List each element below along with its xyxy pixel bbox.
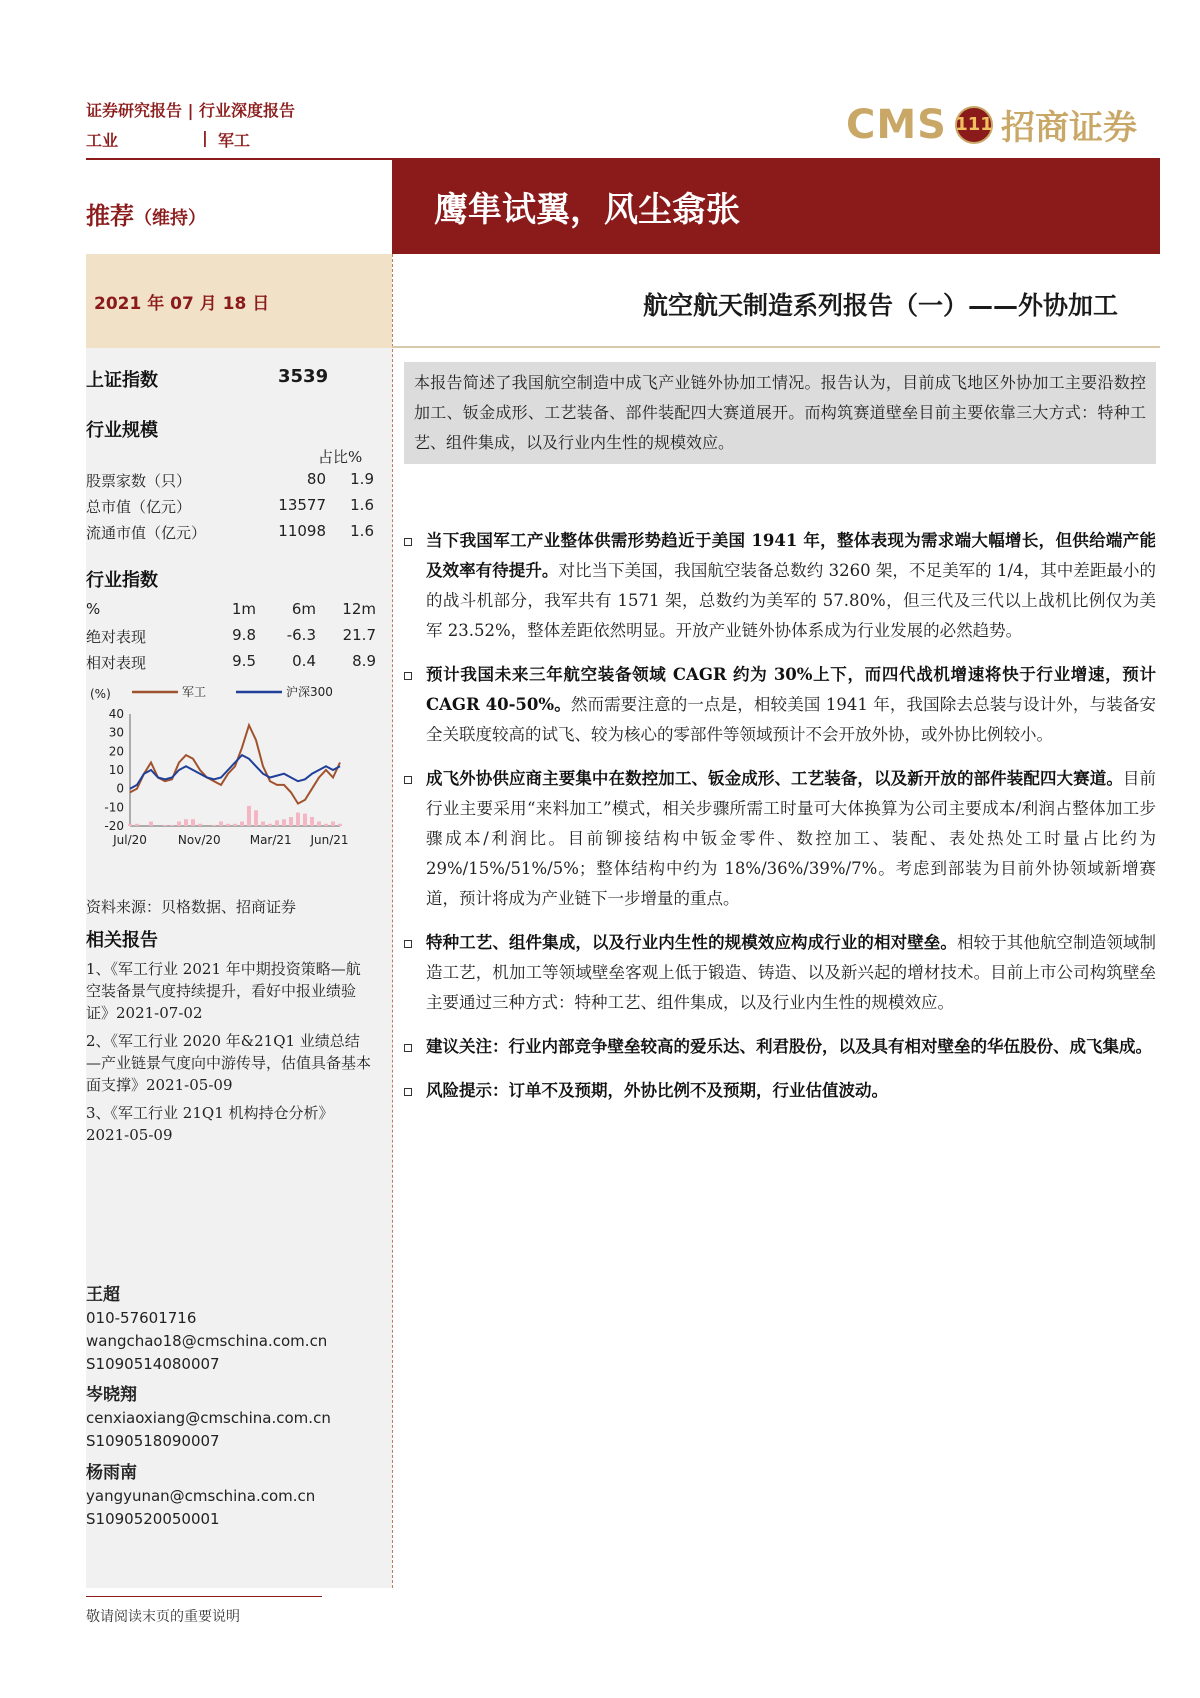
related-list <box>86 958 374 1146</box>
related-item[interactable]: 1、《军工行业 2021 年中期投资策略—航空装备景气度持续提升，看好中报业绩验证》2021-07-02 <box>86 960 361 1022</box>
bullet-body: 对比当下美国，我国航空装备总数约 3260 架，不足美军的 1/4，其中差距最小的的战斗机部分，我军共有 1571 架，总数约为美军的 57.80%，但三代及三代以上战机比例仅为美军 23.52%，整体差距依然明显。开放产业链外协体系成为行业发展的必然趋势。 <box>426 561 1157 640</box>
chart-x-tick: Mar/21 <box>249 833 292 847</box>
chart-y-tick: 0 <box>116 781 124 796</box>
index-value: 3539 <box>278 366 329 387</box>
perf-row <box>86 626 376 652</box>
chart-x-tick: Jul/20 <box>113 833 147 847</box>
bullet-body: 然而需要注意的一点是，相较美国 1941 年，我国除去总装与设计外，与装备安全关联度较高的试飞、较为核心的零部件等领域预计不会开放外协，或外协比例较小。 <box>426 695 1156 744</box>
chart-diff-bar <box>184 819 188 826</box>
subtitle-rule <box>392 346 1160 348</box>
industry-label: 工业 <box>86 131 119 150</box>
rating <box>86 196 206 231</box>
analyst-phone: 010-57601716 <box>86 1309 197 1327</box>
perf-header-unit: % <box>86 600 101 618</box>
perf-header-12m: 12m <box>342 600 376 618</box>
chart-diff-bar <box>219 822 223 826</box>
chart-diff-bar <box>268 824 272 826</box>
legend-label-0: 军工 <box>182 685 207 699</box>
chart-y-tick: -20 <box>104 819 124 833</box>
perf-table <box>86 600 376 678</box>
perf-row-12m: 8.9 <box>352 652 376 670</box>
chart-diff-bar <box>303 814 307 826</box>
chart-yticks <box>104 707 124 833</box>
related-item[interactable]: 3、《军工行业 21Q1 机构持仓分析》2021-05-09 <box>86 1104 334 1144</box>
rating-label: 推荐 <box>86 201 134 230</box>
chart-diff-bar <box>177 822 181 826</box>
analyst-email[interactable]: wangchao18@cmschina.com.cn <box>86 1332 328 1350</box>
bullet-item <box>404 526 1156 646</box>
chart-diff-bar <box>198 824 202 826</box>
scale-row-value: 11098 <box>278 522 326 540</box>
scale-row <box>86 522 376 548</box>
chart-lines <box>130 725 340 803</box>
bullet-text <box>426 526 1156 646</box>
chart-source: 资料来源：贝格数据、招商证券 <box>86 898 297 916</box>
sidebar-divider <box>392 254 393 1588</box>
bullet-square-icon <box>404 1044 412 1052</box>
scale-row-pct: 1.9 <box>350 470 374 488</box>
chart-diff-bar <box>240 822 244 826</box>
bullet-square-icon <box>404 940 412 948</box>
perf-row-6m: -6.3 <box>286 626 316 644</box>
footer-note: 敬请阅读末页的重要说明 <box>86 1609 240 1625</box>
bullet-body: 目前行业主要采用“来料加工”模式，相关步骤所需工时量可大体换算为公司主要成本/利润占整体加工步骤成本/利润比。目前铆接结构中钣金零件、数控加工、装配、表处热处工时量占比约为 29%/15%/51%/5%；整体结构中约为 18%/36%/39%/7%。考虑到部装为目前外协领域新增赛道，预计将成为产业链下一步增量的重点。 <box>426 769 1157 908</box>
chart-diff-bar <box>163 825 167 826</box>
bullet-item <box>404 928 1156 1018</box>
cms-logo <box>846 100 1137 149</box>
bullet-square-icon <box>404 776 412 784</box>
chart-diff-bar <box>233 824 237 826</box>
related-item[interactable]: 2、《军工行业 2020 年&21Q1 业绩总结—产业链景气度向中游传导，估值具备基本面支撑》2021-05-09 <box>86 1032 372 1094</box>
perf-row-label: 绝对表现 <box>86 628 147 646</box>
chart-ylabel: (%) <box>90 687 111 701</box>
scale-table <box>86 470 376 548</box>
chart-diff-bar <box>289 817 293 826</box>
banner-title: 鹰隼试翼，风尘翕张 <box>392 158 1160 254</box>
bullet-bold: 预计我国未来三年航空装备领域 CAGR 约为 30%上下，而四代战机增速将快于行业增速，预计 CAGR 40-50%。 <box>426 665 1156 714</box>
bullet-bold: 特种工艺、组件集成，以及行业内生性的规模效应构成行业的相对壁垒。 <box>426 933 957 952</box>
chart-x-tick: Jun/21 <box>310 833 349 847</box>
analyst-card <box>86 1284 327 1376</box>
bullet-text <box>426 660 1156 750</box>
chart-diff-bar <box>310 817 314 826</box>
legend-label-1: 沪深300 <box>286 685 333 699</box>
chart-y-tick: -10 <box>104 800 124 815</box>
scale-row-label: 流通市值（亿元） <box>86 524 207 542</box>
scale-row-label: 股票家数（只） <box>86 472 192 490</box>
perf-heading: 行业指数 <box>86 570 158 591</box>
key-points <box>404 526 1156 1106</box>
analyst-cert: S1090518090007 <box>86 1432 220 1450</box>
bullet-text <box>426 928 1156 1018</box>
analyst-card <box>86 1384 331 1453</box>
chart-diff-bar <box>191 819 195 826</box>
chart-diff-bar <box>296 813 300 826</box>
perf-header-row <box>86 600 376 626</box>
report-type: 证券研究报告 | 行业深度报告 <box>86 101 295 120</box>
chart-diff-bar <box>282 819 286 826</box>
chart-diff-bar <box>317 822 321 826</box>
perf-row-1m: 9.5 <box>232 652 256 670</box>
chart-series-line-1 <box>130 755 340 789</box>
perf-row-1m: 9.8 <box>232 626 256 644</box>
bullet-bold: 当下我国军工产业整体供需形势趋近于美国 1941 年，整体表现为需求端大幅增长，但供给端产能及效率有待提升。 <box>426 531 1156 580</box>
chart-xticks <box>112 833 348 847</box>
scale-row-pct: 1.6 <box>350 496 374 514</box>
scale-heading: 行业规模 <box>86 420 158 441</box>
header-rule <box>86 158 392 160</box>
analyst-cert: S1090520050001 <box>86 1510 220 1528</box>
scale-row <box>86 470 376 496</box>
logo-cn-text: 招商证券 <box>1000 108 1137 148</box>
chart-series-line-0 <box>130 725 340 803</box>
logo-cms-text: CMS <box>846 101 947 148</box>
chart-y-tick: 30 <box>108 725 124 740</box>
footer-rule <box>86 1596 322 1597</box>
bullet-item <box>404 1032 1156 1062</box>
bullet-text <box>426 1032 1152 1062</box>
chart-diff-bar <box>135 824 139 826</box>
scale-row-pct: 1.6 <box>350 522 374 540</box>
bullet-text <box>426 764 1156 914</box>
bullet-text <box>426 1076 888 1106</box>
chart-y-tick: 40 <box>108 707 124 721</box>
bullet-item <box>404 660 1156 750</box>
report-subtitle: 航空航天制造系列报告（一）——外协加工 <box>642 291 1118 320</box>
bullet-bold: 风险提示：订单不及预期，外协比例不及预期，行业估值波动。 <box>426 1081 888 1100</box>
chart-diff-bar <box>261 822 265 826</box>
sub-industry-label: 军工 <box>218 131 251 150</box>
logo-badge-icon: 111 <box>955 106 993 144</box>
rating-sub: （维持） <box>134 208 206 229</box>
scale-row-value: 80 <box>306 470 326 488</box>
bullet-item <box>404 1076 1156 1106</box>
perf-row-label: 相对表现 <box>86 654 147 672</box>
perf-row <box>86 652 376 678</box>
bullet-item <box>404 764 1156 914</box>
performance-chart <box>86 680 376 850</box>
chart-grid <box>130 714 340 826</box>
related-heading: 相关报告 <box>86 930 158 951</box>
scale-pct-header: 占比% <box>318 448 363 466</box>
summary-box: 本报告简述了我国航空制造中成飞产业链外协加工情况。报告认为，目前成飞地区外协加工主要沿数控加工、钣金成形、工艺装备、部件装配四大赛道展开。而构筑赛道壁垒目前主要依靠三大方式：特种工艺、组件集成，以及行业内生性的规模效应。 <box>404 362 1156 464</box>
chart-diff-bar <box>331 822 335 826</box>
chart-diff-bar <box>170 825 174 826</box>
chart-diff-bar <box>247 806 251 826</box>
bullet-square-icon <box>404 1088 412 1096</box>
bullet-square-icon <box>404 538 412 546</box>
chart-diff-bar <box>149 822 153 826</box>
perf-header-6m: 6m <box>291 600 316 618</box>
bullet-square-icon <box>404 672 412 680</box>
chart-y-tick: 20 <box>108 744 124 759</box>
analyst-name: 王超 <box>86 1285 120 1305</box>
chart-diff-bar <box>128 824 132 826</box>
scale-row-label: 总市值（亿元） <box>86 498 192 516</box>
report-date: 2021 年 07 月 18 日 <box>86 254 392 348</box>
perf-row-6m: 0.4 <box>292 652 316 670</box>
analyst-email[interactable]: cenxiaoxiang@cmschina.com.cn <box>86 1409 331 1427</box>
industry-separator: | <box>202 128 208 147</box>
chart-diff-bar <box>212 825 216 826</box>
index-label: 上证指数 <box>86 370 158 391</box>
chart-diff-bar <box>275 820 279 826</box>
bullet-body: 相较于其他航空制造领域制造工艺，机加工等领域壁垒客观上低于锻造、铸造、以及新兴起的增材技术。目前上市公司构筑壁垒主要通过三种方式：特种工艺、组件集成，以及行业内生性的规模效应。 <box>426 933 1157 1012</box>
chart-diff-bar <box>226 824 230 826</box>
analyst-email[interactable]: yangyunan@cmschina.com.cn <box>86 1487 316 1505</box>
chart-y-tick: 10 <box>108 763 124 777</box>
bullet-bold: 建议关注：行业内部竞争壁垒较高的爱乐达、利君股份，以及具有相对壁垒的华伍股份、成飞集成。 <box>426 1037 1152 1056</box>
chart-area <box>128 806 342 826</box>
scale-row <box>86 496 376 522</box>
analyst-cert: S1090514080007 <box>86 1355 220 1373</box>
chart-diff-bar <box>254 810 258 826</box>
chart-x-tick: Nov/20 <box>177 833 221 847</box>
chart-diff-bar <box>338 824 342 826</box>
analyst-name: 岑晓翔 <box>86 1385 137 1405</box>
analyst-name: 杨雨南 <box>86 1463 137 1483</box>
perf-row-12m: 21.7 <box>342 626 376 644</box>
bullet-bold: 成飞外协供应商主要集中在数控加工、钣金成形、工艺装备，以及新开放的部件装配四大赛道。 <box>426 769 1123 788</box>
perf-header-1m: 1m <box>231 600 256 618</box>
chart-diff-bar <box>324 824 328 826</box>
analyst-card <box>86 1462 315 1531</box>
scale-row-value: 13577 <box>278 496 326 514</box>
